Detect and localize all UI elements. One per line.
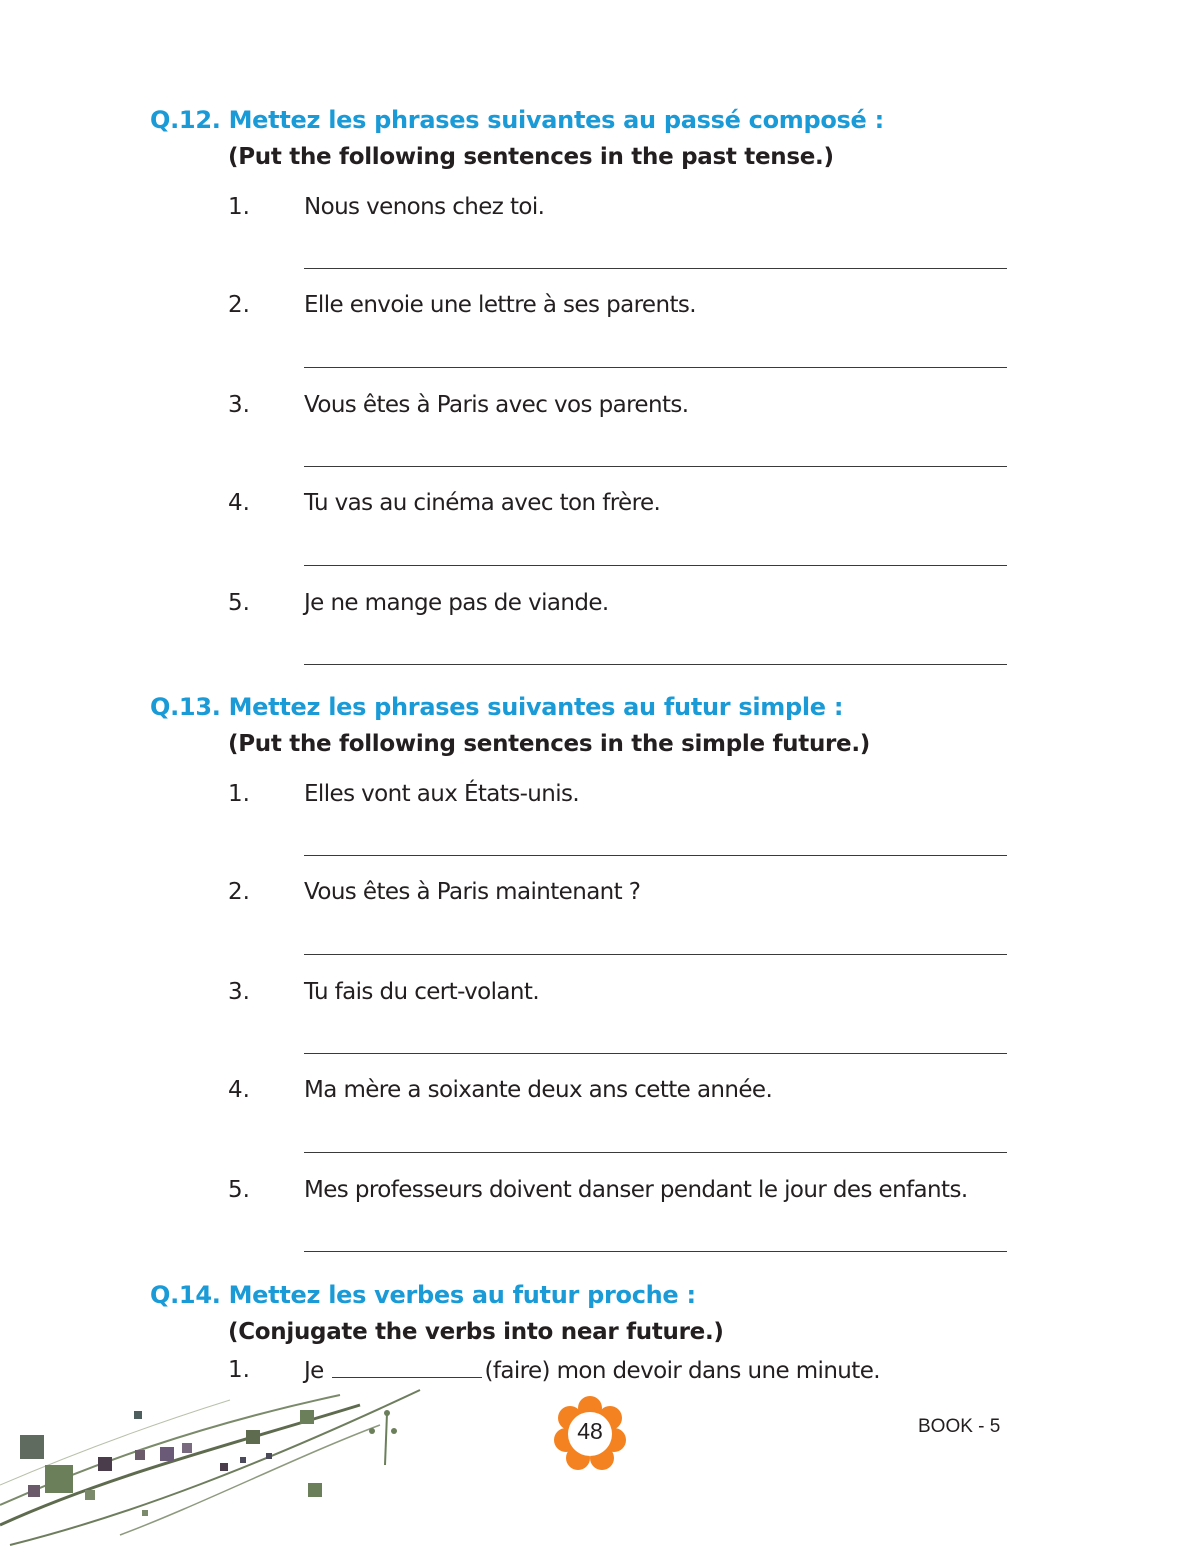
q12-item-2-answer-line[interactable] — [304, 367, 1007, 368]
q12-item-3-text: Vous êtes à Paris avec vos parents. — [304, 392, 689, 418]
q13-item-2-number: 2. — [228, 879, 250, 905]
page-number: 48 — [577, 1418, 603, 1444]
q13-item-1-text: Elles vont aux États-unis. — [304, 781, 580, 807]
q12-item-3-number: 3. — [228, 392, 250, 418]
q13-subtitle: (Put the following sentences in the simple future.) — [228, 731, 871, 757]
q13-item-1-number: 1. — [228, 781, 250, 807]
q14-item-1-sentence — [304, 1357, 880, 1384]
q13-item-4-text: Ma mère a soixante deux ans cette année. — [304, 1077, 773, 1103]
q13-item-1-answer-line[interactable] — [304, 855, 1007, 856]
q14-item-1-before: Je — [304, 1358, 324, 1384]
q13-item-4-number: 4. — [228, 1077, 250, 1103]
q12-title: Q.12. Mettez les phrases suivantes au passé composé : — [150, 106, 884, 134]
q13-item-3-number: 3. — [228, 979, 250, 1005]
q13-title: Q.13. Mettez les phrases suivantes au futur simple : — [150, 693, 844, 721]
q14-item-1-after: (faire) mon devoir dans une minute. — [484, 1358, 880, 1384]
q13-item-5-answer-line[interactable] — [304, 1251, 1007, 1252]
q14-item-1-number: 1. — [228, 1357, 250, 1383]
q12-item-2-number: 2. — [228, 292, 250, 318]
q12-item-1-text: Nous venons chez toi. — [304, 194, 545, 220]
q13-item-3-answer-line[interactable] — [304, 1053, 1007, 1054]
book-label: BOOK - 5 — [918, 1416, 1001, 1437]
q12-item-5-answer-line[interactable] — [304, 664, 1007, 665]
q13-item-2-text: Vous êtes à Paris maintenant ? — [304, 879, 641, 905]
q14-item-1-blank[interactable] — [332, 1357, 482, 1378]
q12-item-4-answer-line[interactable] — [304, 565, 1007, 566]
q14-title: Q.14. Mettez les verbes au futur proche : — [150, 1281, 696, 1309]
q13-item-5-number: 5. — [228, 1177, 250, 1203]
q12-item-5-text: Je ne mange pas de viande. — [304, 590, 609, 616]
page-number-badge — [552, 1396, 628, 1472]
q12-item-4-text: Tu vas au cinéma avec ton frère. — [304, 490, 661, 516]
q13-item-3-text: Tu fais du cert-volant. — [304, 979, 540, 1005]
q12-item-1-answer-line[interactable] — [304, 268, 1007, 269]
q12-subtitle: (Put the following sentences in the past tense.) — [228, 144, 834, 170]
q13-item-2-answer-line[interactable] — [304, 954, 1007, 955]
q14-subtitle: (Conjugate the verbs into near future.) — [228, 1319, 724, 1345]
q12-item-4-number: 4. — [228, 490, 250, 516]
q13-item-4-answer-line[interactable] — [304, 1152, 1007, 1153]
q12-item-3-answer-line[interactable] — [304, 466, 1007, 467]
q12-item-2-text: Elle envoie une lettre à ses parents. — [304, 292, 696, 318]
q12-item-5-number: 5. — [228, 590, 250, 616]
q12-item-1-number: 1. — [228, 194, 250, 220]
decorative-swirl-graphic — [0, 1385, 440, 1563]
q13-item-5-text: Mes professeurs doivent danser pendant le jour des enfants. — [304, 1177, 968, 1203]
